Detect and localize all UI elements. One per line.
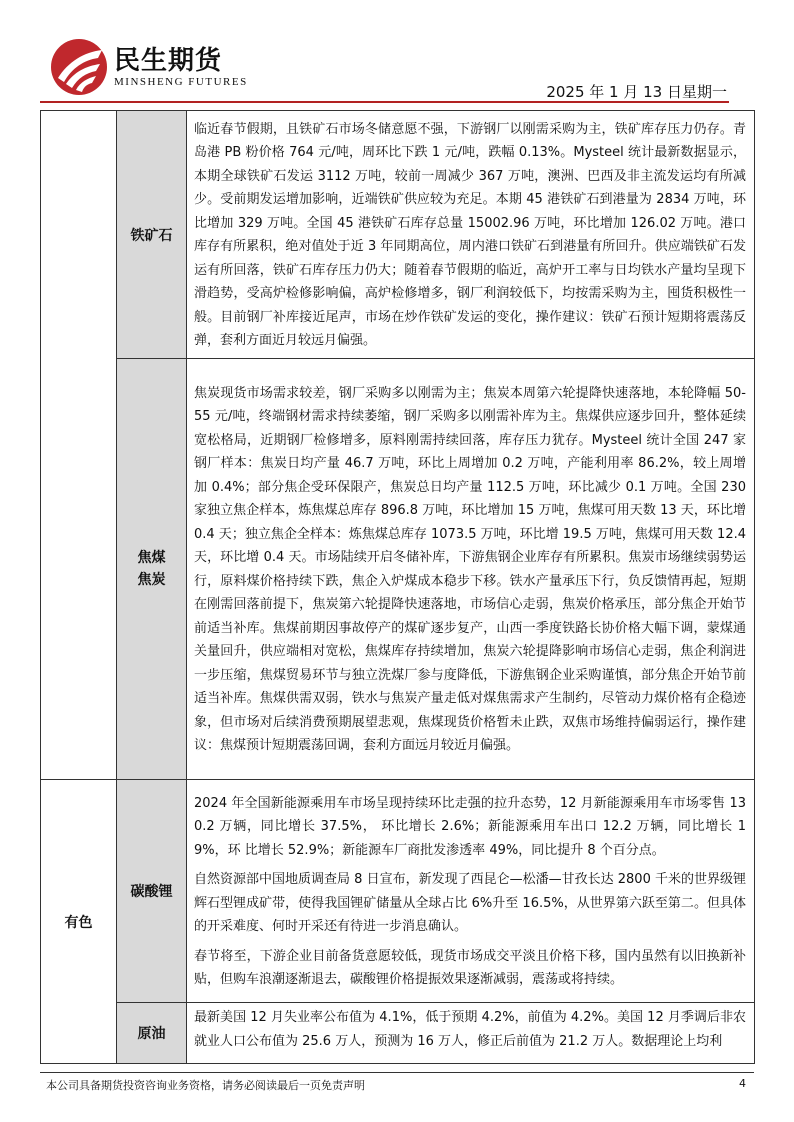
lithium-paragraph-1: 2024 年全国新能源乘用车市场呈现持续环比走强的拉升态势，12 月新能源乘用车市场零售 130.2 万辆，同比增长 37.5%， 环比增长 2.6%；新能源乘用车出口 12.2 万辆，同比增长 19%，环 比增长 52.9%；新能源车厂商批发渗透率 49%，同比提升 8 个百分点。 xyxy=(194,795,746,858)
text-cell-lithium xyxy=(187,780,755,1003)
label-lithium-carbonate: 碳酸锂 xyxy=(117,780,187,1003)
header-divider xyxy=(40,101,729,103)
table-row-lithium xyxy=(41,780,755,1003)
lithium-text xyxy=(187,789,754,994)
table-row-coke-coal xyxy=(41,359,755,780)
commodity-table xyxy=(40,110,755,1064)
category-nonferrous: 有色 xyxy=(41,780,117,1064)
brand-name-en: MINSHENG FUTURES xyxy=(114,76,248,88)
iron-ore-text: 临近春节假期，且铁矿石市场冬储意愿不强，下游钢厂以刚需采购为主，铁矿库存压力仍存。青岛港 PB 粉价格 764 元/吨，周环比下跌 1 元/吨，跌幅 0.13%。Mysteel 统计最新数据显示，本期全球铁矿石发运 3112 万吨，较前一周减少 367 万吨，澳洲、巴西及非主流发运均有所减少。受前期发运增加影响，近端铁矿供应较为充足。本期 45 港铁矿石到港量为 2834 万吨，环比增加 329 万吨。全国 45 港铁矿石库存总量 15002.96 万吨，环比增加 126.02 万吨。港口库存有所累积，绝对值处于近 3 年同期高位，周内港口铁矿石到港量有所回升。供应端铁矿石发运有所回落，铁矿石库存压力仍大；随着春节假期的临近，高炉开工率与日均铁水产量均呈现下滑趋势，受高炉检修影响偏，高炉检修增多，钢厂利润较低下，均按需采购为主，囤货积极性一般。目前钢厂补库接近尾声，市场在炒作铁矿发运的变化，操作建议：铁矿石预计短期将震荡反弹，套利方面近月较远月偏强。 xyxy=(194,121,746,348)
text-cell-crude xyxy=(187,1003,755,1064)
table-row-iron-ore xyxy=(41,111,755,359)
category-cell-ferrous xyxy=(41,111,117,780)
footer-divider xyxy=(40,1072,754,1073)
label-crude-oil: 原油 xyxy=(117,1003,187,1064)
label-coke-coal xyxy=(117,359,187,780)
lithium-paragraph-2: 自然资源部中国地质调查局 8 日宣布，新发现了西昆仑—松潘—甘孜长达 2800 千米的世界级锂辉石型锂成矿带，使得我国锂矿储量从全球占比 6%升至 16.5%，从世界第六跃至第二。但具体的开采难度、何时开采还有待进一步消息确认。 xyxy=(194,872,746,934)
text-cell-iron-ore xyxy=(187,111,755,359)
footer-disclaimer: 本公司具备期货投资咨询业务资格，请务必阅读最后一页免责声明 xyxy=(46,1079,365,1092)
text-cell-coke-coal xyxy=(187,359,755,780)
table-row-crude xyxy=(41,1003,755,1064)
label-coke: 焦炭 xyxy=(137,572,166,588)
brand-name-cn: 民生期货 xyxy=(114,46,223,76)
label-iron-ore: 铁矿石 xyxy=(117,111,187,359)
minsheng-logo-icon xyxy=(50,38,108,96)
page-number: 4 xyxy=(739,1077,746,1090)
label-coking-coal: 焦煤 xyxy=(137,550,166,566)
report-date: 2025 年 1 月 13 日星期一 xyxy=(546,83,727,101)
crude-text: 最新美国 12 月失业率公布值为 4.1%，低于预期 4.2%，前值为 4.2%。美国 12 月季调后非农就业人口公布值为 25.6 万人，预测为 16 万人，修正后前值为 21.2 万人。数据理论上均利 xyxy=(194,1010,746,1049)
page-header xyxy=(0,0,794,104)
lithium-paragraph-3: 春节将至，下游企业目前备货意愿较低，现货市场成交平淡且价格下移，国内虽然有以旧换新补贴，但购车浪潮逐渐退去，碳酸锂价格提振效果逐渐减弱，震荡或将持续。 xyxy=(194,948,746,987)
coke-coal-text: 焦炭现货市场需求较差，钢厂采购多以刚需为主；焦炭本周第六轮提降快速落地，本轮降幅 50-55 元/吨，终端钢材需求持续萎缩，钢厂采购多以刚需补库为主。焦煤供应逐步回升，整体延续宽松格局，近期钢厂检修增多，原料刚需持续回落，库存压力犹存。Mysteel 统计全国 247 家钢厂样本：焦炭日均产量 46.7 万吨，环比上周增加 0.2 万吨，产能利用率 86.2%，较上周增加 0.4%；部分焦企受环保限产，焦炭总日均产量 112.5 万吨，环比减少 0.1 万吨。全国 230 家独立焦企样本，炼焦煤总库存 896.8 万吨，环比增加 15 万吨，焦煤可用天数 13 天，环比增 0.4 天；独立焦企全样本：炼焦煤总库存 1073.5 万吨，环比增 19.5 万吨，焦煤可用天数 12.4 天，环比增 0.4 天。市场陆续开启冬储补库，下游焦钢企业库存有所累积。焦炭市场继续弱势运行，原料煤价格持续下跌，焦企入炉煤成本稳步下移。铁水产量承压下行，负反馈情再起，短期在刚需回落前提下，焦炭第六轮提降快速落地，市场信心走弱，焦炭价格承压，部分焦企开始节前适当补库。焦煤前期因事故停产的煤矿逐步复产，山西一季度铁路长协价格大幅下调，蒙煤通关量回升，供应端相对宽松，焦煤库存持续增加，焦炭六轮提降影响市场信心走弱，焦企利润进一步压缩，焦煤贸易环节与独立洗煤厂参与度降低，下游焦钢企业采购谨慎，部分焦企开始节前适当补库。焦煤供需双弱，铁水与焦炭产量走低对煤焦需求产生制约，尽管动力煤价格有企稳迹象，但市场对后续消费预期展望悲观，焦煤现货价格暂未止跌，双焦市场维持偏弱运行，操作建议：焦煤预计短期震荡回调，套利方面远月较近月偏强。 xyxy=(194,385,746,753)
